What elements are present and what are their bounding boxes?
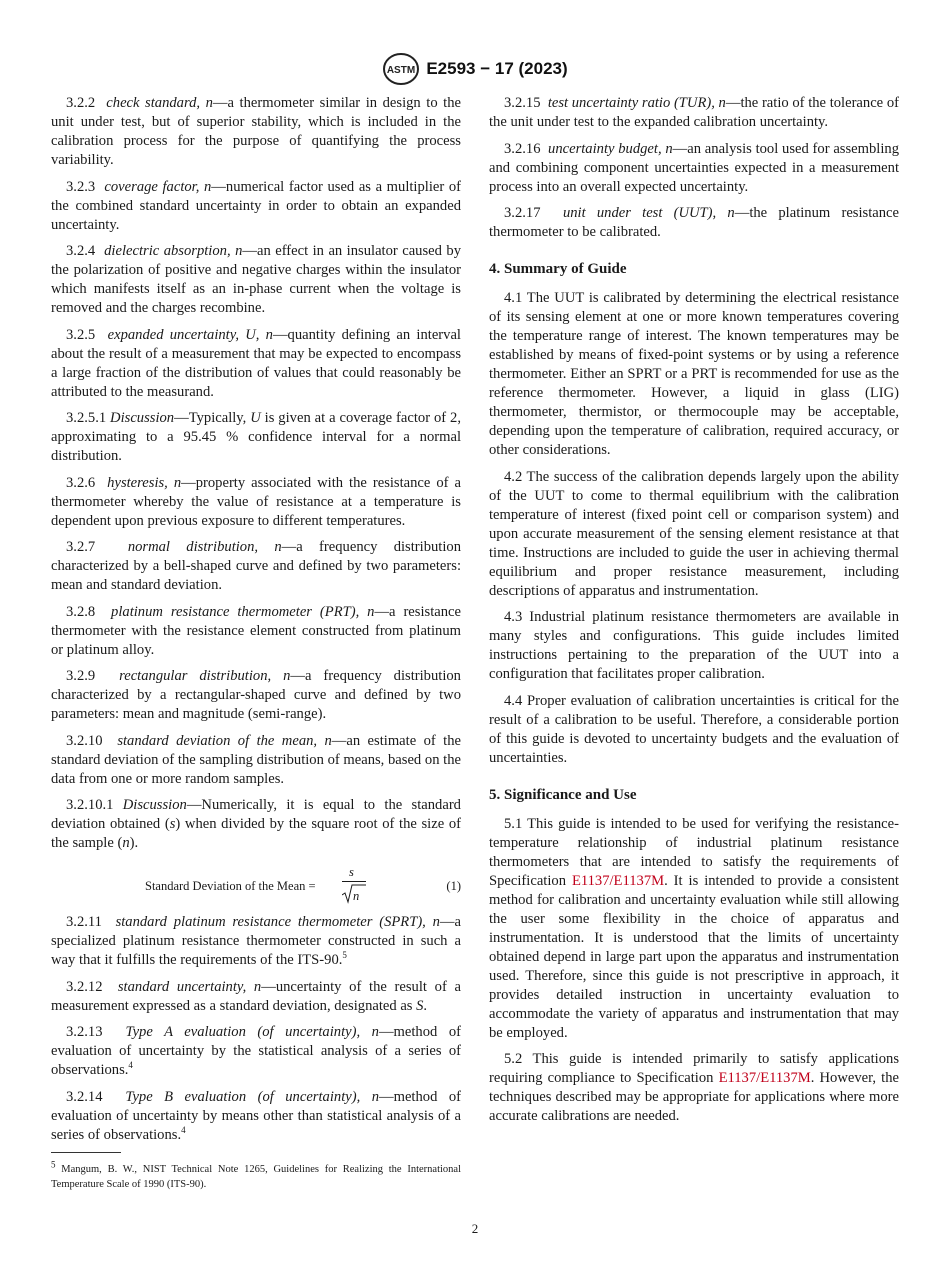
definition-3-2-5: 3.2.5 expanded uncertainty, U, n—quantity defining an interval about the result of a measurement that may be expected to encompass a large fraction of the distribution of values that could reasonably be attributed to the measurand.: [51, 326, 461, 400]
definition-3-2-7: 3.2.7 normal distribution, n—a frequency distribution characterized by a bell-shaped curve and defined by two parameters: mean and standard deviation.: [51, 539, 461, 593]
definition-3-2-16: 3.2.16 uncertainty budget, n—an analysis tool used for assembling and combining component uncertainties expected in a measurement process into an overall expected uncertainty.: [489, 140, 899, 195]
standard-designation: E2593 − 17 (2023): [426, 59, 568, 78]
equation-lhs: Standard Deviation of the Mean =: [145, 879, 316, 893]
definition-3-2-15: 3.2.15 test uncertainty ratio (TUR), n—the ratio of the tolerance of the unit under test to the expanded calibration uncertainty.: [489, 95, 899, 130]
definition-3-2-4: 3.2.4 dielectric absorption, n—an effect in an insulator caused by the polarization of positive and negative charges within the insulator which manifests itself as an in-phase current when the voltage is removed and the charges recombine.: [51, 243, 461, 316]
definition-3-2-10: 3.2.10 standard deviation of the mean, n—an estimate of the standard deviation of the sampling distribution of means, based on the data from one or more random samples.: [51, 732, 461, 787]
astm-logo-icon: [382, 52, 420, 86]
paragraph-4-1: 4.1 The UUT is calibrated by determining the electrical resistance of its sensing element at one or more known temperatures covering the temperature range of interest. The known temperatures may be established by means of fixed-point systems or by using a reference thermometer. Either an SPRT or a PRT is recommended for use as the reference thermometer. However, a liquid in glass (LIG) thermometer, thermistor, or thermocouple may be acceptable, depending upon the temperature of calibration, required accuracy, or other considerations.: [489, 290, 899, 458]
equation-numerator: s: [349, 865, 354, 879]
footnote-5: $^5$ Mangum, B. W., NIST Technical Note 1265, Guidelines for Realizing the International Temperature Scale of 1990 (ITS-90).: [51, 1159, 461, 1190]
footnote-divider: [51, 1152, 121, 1153]
section-4-heading: 4. Summary of Guide: [489, 261, 627, 277]
discussion-3-2-10-1: 3.2.10.1 Discussion—Numerically, it is equal to the standard deviation obtained (s) when divided by the square root of the size of the sample (n).: [51, 797, 461, 851]
page-number: 2: [471, 1221, 479, 1236]
definition-3-2-11: 3.2.11 standard platinum resistance thermometer (SPRT), n—a specialized platinum resistance thermometer constructed in such a way that it fulfills the requirements of the ITS-90.$^5$: [51, 914, 461, 968]
page-header: [0, 52, 950, 86]
paragraph-4-2: 4.2 The success of the calibration depends largely upon the ability of the UUT to come to thermal equilibrium with the calibration temperature of interest (fixed point cell or comparison system) and upon accurate measurement of the sensing element resistance at that time. Instructions are included to guide the user in achieving thermal equilibrium and proper resistance measurement, including descriptions of apparatus and instrumentation.: [489, 468, 899, 599]
discussion-3-2-5-1: 3.2.5.1 Discussion—Typically, U is given at a coverage factor of 2, approximating to a 95.45 % confidence interval for a normal distribution.: [51, 410, 461, 464]
specification-link[interactable]: E1137/E1137M: [571, 872, 665, 889]
definition-3-2-6: 3.2.6 hysteresis, n—property associated with the resistance of a thermometer whereby the value of resistance at a temperature is dependent upon previous exposure to different temperatures.: [51, 474, 462, 529]
section-5-heading: 5. Significance and Use: [489, 786, 637, 803]
paragraph-4-4: 4.4 Proper evaluation of calibration uncertainties is critical for the result of a calibration to be useful. Therefore, a considerable portion of this guide is devoted to uncertainty budgets and the evaluation of uncertainties.: [489, 692, 899, 766]
definition-3-2-8: 3.2.8 platinum resistance thermometer (PRT), n—a resistance thermometer with the resistance element constructed from platinum or platinum alloy.: [51, 603, 461, 658]
definition-3-2-17: 3.2.17 unit under test (UUT), n—the platinum resistance thermometer to be calibrated.: [489, 205, 900, 240]
equation-denominator: [342, 884, 366, 904]
footnote-ref: 4: [181, 1124, 186, 1135]
footnote-ref: 5: [342, 950, 347, 961]
definition-3-2-12: 3.2.12 standard uncertainty, n—uncertainty of the result of a measurement expressed as a standard deviation, designated as S.: [51, 978, 461, 1014]
definition-3-2-2: 3.2.2 check standard, n—a thermometer similar in design to the unit under test, but of superior stability, which is included in the calibration process for the purpose of quantifying the process variability.: [51, 95, 462, 168]
left-column: [51, 94, 461, 1152]
svg-text:ASTM: ASTM: [387, 65, 416, 76]
definition-3-2-13: 3.2.13 Type A evaluation (of uncertainty), n—method of evaluation of uncertainty by the statistical analysis of a series of observations.$^4$: [51, 1024, 461, 1078]
equation-1: [51, 863, 461, 907]
definition-3-2-9: 3.2.9 rectangular distribution, n—a frequency distribution characterized by a rectangular-shaped curve and defined by two parameters: mean and magnitude (semi-range).: [51, 668, 461, 722]
fraction-bar: [342, 881, 366, 882]
paragraph-4-3: 4.3 Industrial platinum resistance thermometers are available in many styles and configurations. This guide includes limited instructions pertaining to the preparation of the UUT into a configuration that facilitates proper calibration.: [489, 609, 899, 682]
footnote-ref: 4: [128, 1060, 133, 1071]
equation-fraction: [342, 863, 366, 907]
denominator-variable: n: [353, 889, 360, 903]
specification-link[interactable]: E1137/E1137M: [718, 1070, 811, 1086]
definition-3-2-14: 3.2.14 Type B evaluation (of uncertainty), n—method of evaluation of uncertainty by means other than statistical analysis of a series of observations.$^4$: [51, 1088, 461, 1143]
paragraph-5-1: 5.1 This guide is intended to be used for verifying the resistance-temperature relationship of industrial platinum resistance thermometers that are intended to satisfy the requirements of Specification E1137/E1137M. It is intended to provide a consistent method for calibration and uncertainty evaluation while still allowing the user some flexibility in the choice of apparatus and instrumentation. It is understood that the limits of uncertainty obtained depend in large part upon the apparatus and instrumentation used. Therefore, since this guide is not prescriptive in approach, it provides detailed instruction in uncertainty evaluation to accommodate the variety of apparatus and instrumentation that may be employed.: [489, 815, 899, 1041]
paragraph-5-2: 5.2 This guide is intended primarily to satisfy applications requiring compliance to Specification E1137/E1137M. However, the techniques described may be appropriate for applications where more accurate calibrations are needed.: [489, 1051, 899, 1124]
definition-3-2-3: 3.2.3 coverage factor, n—numerical factor used as a multiplier of the combined standard uncertainty in order to obtain an expanded uncertainty.: [51, 178, 461, 233]
equation-number: (1): [446, 879, 461, 893]
right-column: [489, 94, 899, 1134]
